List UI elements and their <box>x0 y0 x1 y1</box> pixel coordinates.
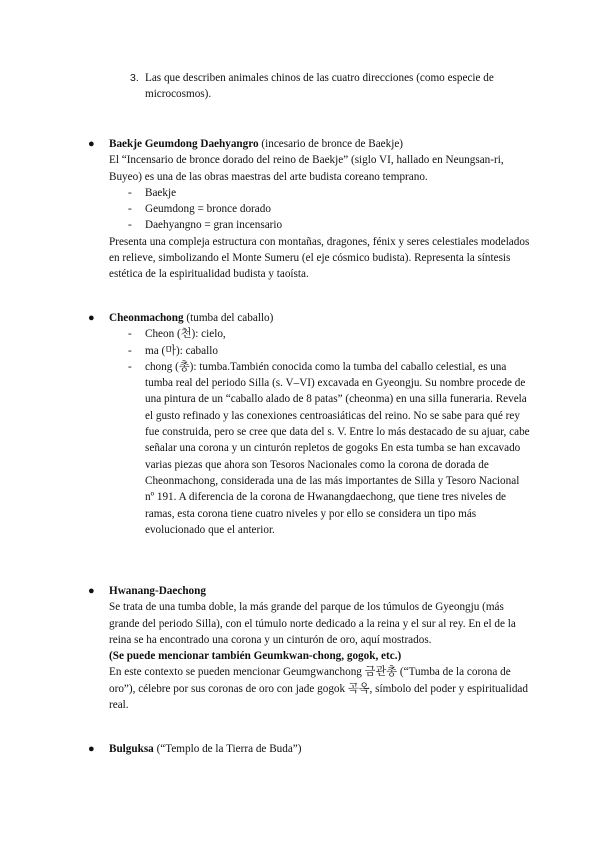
section-body: Se trata de una tumba doble, la más grande del parque de los túmulos de Gyeongju (más grande del periodo Silla), con el túmulo norte dedicado a la reina y el sur al rey. En el de la reina se ha encontrado una corona y un cinturón de oro, aquí mostrados. <box>109 601 516 646</box>
section-bulguksa <box>88 741 530 757</box>
bullet-icon: ● <box>88 312 95 324</box>
section-baekje <box>88 136 530 283</box>
dash-icon: - <box>128 186 132 199</box>
term-list <box>109 326 530 538</box>
bullet-icon: ● <box>88 585 95 597</box>
dash-icon: - <box>128 360 132 373</box>
dash-icon: - <box>128 219 132 232</box>
bullet-icon: ● <box>88 138 95 150</box>
section-title: Baekje Geumdong Daehyangro <box>109 138 259 150</box>
section-heading <box>109 583 530 599</box>
list-item: - ma (마): caballo <box>109 343 530 359</box>
section-title: Bulguksa <box>109 743 154 755</box>
section-heading <box>109 310 530 326</box>
section-cheonmachong <box>88 310 530 538</box>
item-text: Las que describen animales chinos de las cuatro direcciones (como especie de microcosmos). <box>145 72 494 101</box>
list-item: - chong (총): tumba.También conocida como la tumba del caballo celestial, es una tumba real del periodo Silla (s. V–VI) excavada en Gyeongju. Su nombre procede de una pintura de un “caballo alado de 8 patas” (cheonma) en una silla funeraria. Revela el gusto refinado y las conexiones centroasiáticas del reino. No se sabe para qué rey fue construida, pero se cree que data del s. V. Entre lo más destacado de su ajuar, cabe señalar una corona y un cinturón repletos de gogoks En esta tumba se han excavado varias piezas que ahora son Tesoros Nacionales como la corona de dorada de Cheonmachong, considerada una de las más importantes de Silla y Tesoro Nacional nº 191. A diferencia de la corona de Hwanangdaechong, que tiene tres niveles de ramas, esta corona tiene cuatro niveles y por ello se considera un tipo más evolucionado que el anterior. <box>128 360 530 536</box>
item-number: 3. <box>130 72 139 84</box>
list-item: - Daehyangno = gran incensario <box>109 217 530 233</box>
section-title: Cheonmachong <box>109 312 184 324</box>
section-body-2: En este contexto se pueden mencionar Geumgwanchong 금관총 (“Tumba de la corona de oro”), célebre por sus coronas de oro con jade gogok 곡옥, símbolo del poder y espiritualidad real. <box>109 666 528 712</box>
dash-icon: - <box>128 203 132 216</box>
section-title-note: (incesario de bronce de Baekje) <box>258 138 404 150</box>
bullet-icon: ● <box>88 743 95 755</box>
section-title-note: (tumba del caballo) <box>183 312 274 324</box>
section-hwanang-daechong <box>88 583 530 713</box>
section-heading <box>109 741 530 757</box>
section-title-note: (“Templo de la Tierra de Buda”) <box>153 743 302 755</box>
term-list <box>109 185 530 234</box>
section-intro: El “Incensario de bronce dorado del reino de Baekje” (siglo VI, hallado en Neungsan-ri, Buyeo) es una de las obras maestras del arte budista coreano temprano. <box>109 154 504 183</box>
dash-icon: - <box>128 328 132 341</box>
section-note: (Se puede mencionar también Geumkwan-chong, gogok, etc.) <box>109 650 402 663</box>
section-body: Presenta una compleja estructura con montañas, dragones, fénix y seres celestiales modelados en relieve, simbolizando el Monte Sumeru (el eje cósmico budista). Representa la síntesis estética de la espiritualidad budista y taoísta. <box>109 235 530 281</box>
list-item: - Geumdong = bronce dorado <box>109 201 530 217</box>
numbered-item-3 <box>130 70 530 103</box>
dash-icon: - <box>128 344 132 357</box>
section-title: Hwanang-Daechong <box>109 585 206 597</box>
section-heading <box>109 136 530 152</box>
list-item: - Cheon (천): cielo, <box>109 326 530 342</box>
list-item: - Baekje <box>109 185 530 201</box>
